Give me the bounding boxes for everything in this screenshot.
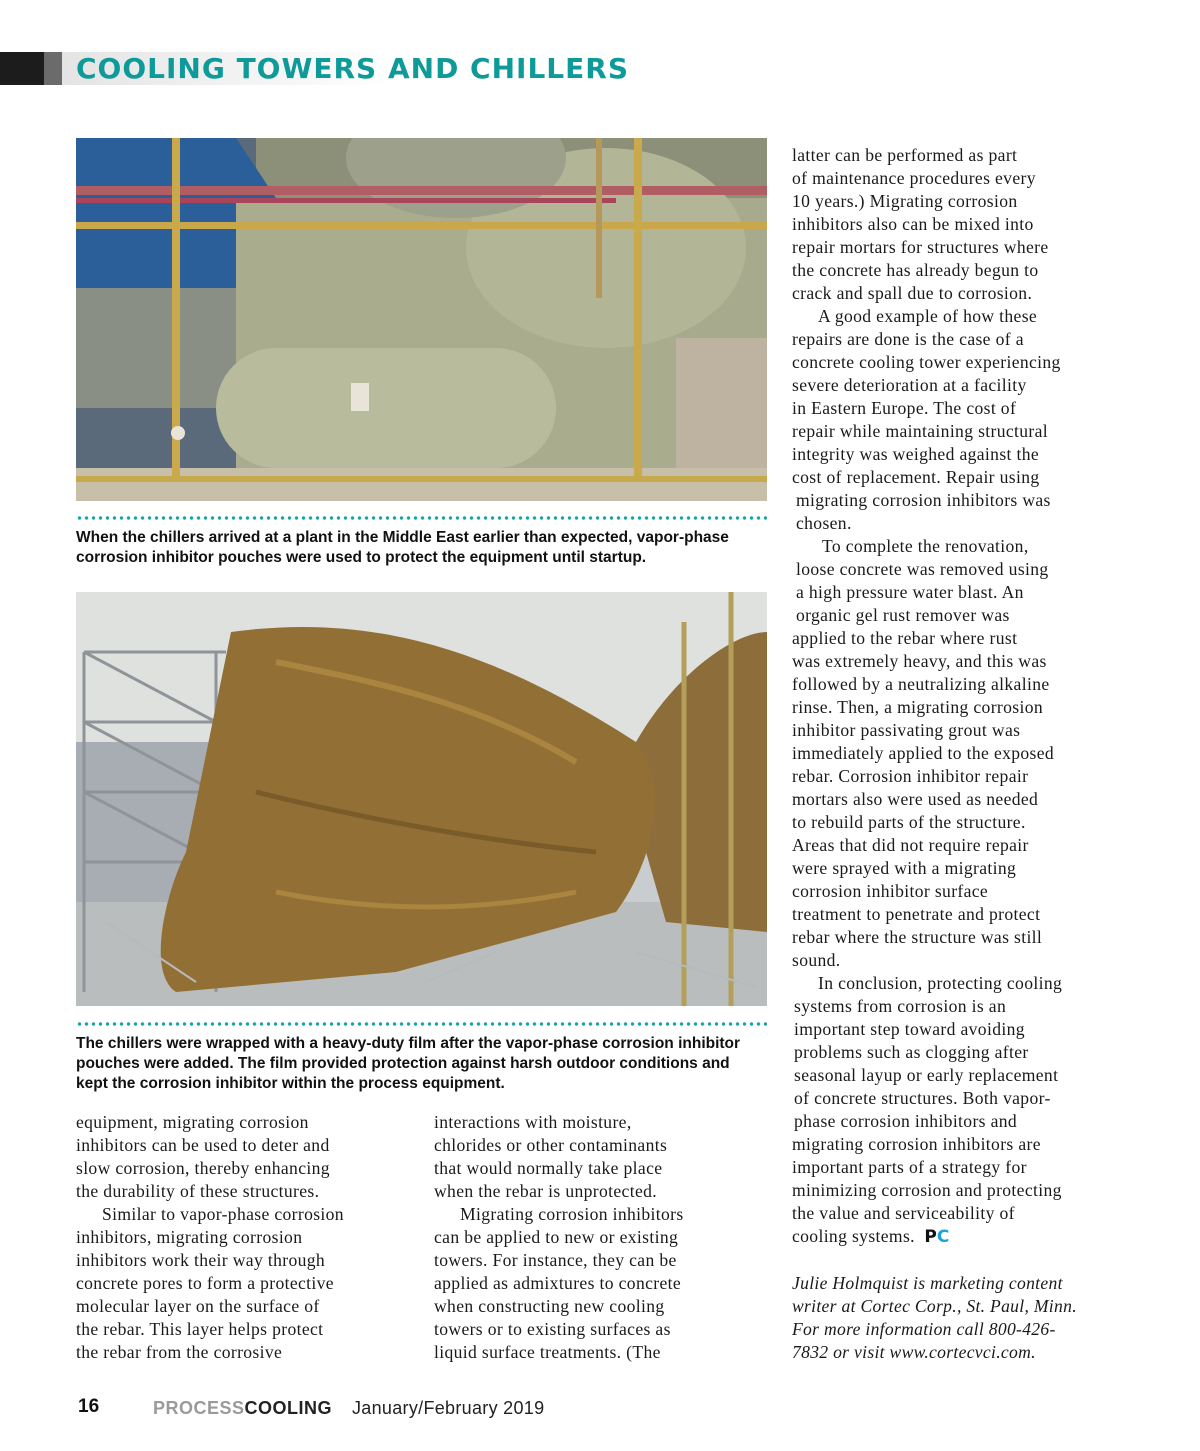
body-line: chlorides or other contaminants <box>434 1135 668 1155</box>
body-line: A good example of how these <box>818 306 1038 326</box>
caption-divider-2 <box>76 1022 767 1026</box>
body-line: loose concrete was removed using <box>796 559 1049 579</box>
body-line: immediately applied to the exposed <box>792 743 1055 763</box>
body-line: that would normally take place <box>434 1158 663 1178</box>
body-line: integrity was weighed against the <box>792 444 1040 464</box>
body-line: important parts of a strategy for <box>792 1157 1027 1177</box>
body-line: phase corrosion inhibitors and <box>794 1111 1018 1131</box>
body-line: cooling systems. <box>792 1226 915 1246</box>
body-line: mortars also were used as needed <box>792 789 1039 809</box>
body-line: in Eastern Europe. The cost of <box>792 398 1017 418</box>
body-line: towers or to existing surfaces as <box>434 1319 671 1339</box>
body-line: Areas that did not require repair <box>792 835 1029 855</box>
body-line: crack and spall due to corrosion. <box>792 283 1033 303</box>
body-line: treatment to penetrate and protect <box>792 904 1041 924</box>
body-column-left <box>76 1111 416 1364</box>
body-line: concrete cooling tower experiencing <box>792 352 1061 372</box>
body-line: inhibitors work their way through <box>76 1250 326 1270</box>
body-line: Migrating corrosion inhibitors <box>460 1204 684 1224</box>
body-line: repairs are done is the case of a <box>792 329 1024 349</box>
magazine-brand <box>153 1398 332 1419</box>
body-line: inhibitors, migrating corrosion <box>76 1227 303 1247</box>
body-line: the durability of these structures. <box>76 1181 320 1201</box>
body-line: latter can be performed as part <box>792 145 1018 165</box>
body-line: seasonal layup or early replacement <box>794 1065 1059 1085</box>
body-line: slow corrosion, thereby enhancing <box>76 1158 330 1178</box>
body-line: systems from corrosion is an <box>794 996 1007 1016</box>
body-line: the value and serviceability of <box>792 1203 1015 1223</box>
body-line: of concrete structures. Both vapor- <box>794 1088 1051 1108</box>
body-line: corrosion inhibitor surface <box>792 881 989 901</box>
photo-caption-1: When the chillers arrived at a plant in the Middle East earlier than expected, vapor-phase corrosion inhibitor pouches were used to protect the equipment until startup. <box>76 529 729 566</box>
body-line: were sprayed with a migrating <box>792 858 1017 878</box>
body-line: was extremely heavy, and this was <box>792 651 1047 671</box>
chiller-photo <box>76 138 767 501</box>
author-bio <box>792 1272 1132 1364</box>
bio-line: 7832 or visit www.cortecvci.com. <box>792 1342 1036 1362</box>
body-line: problems such as clogging after <box>794 1042 1029 1062</box>
photo-caption-2: The chillers were wrapped with a heavy-duty film after the vapor-phase corrosion inhibitor pouches were added. The film provided protection against harsh outdoor conditions and kept the corrosion inhibitor within the process equipment. <box>76 1035 741 1092</box>
end-mark <box>924 1227 949 1247</box>
body-line: inhibitors can be used to deter and <box>76 1135 330 1155</box>
body-line: inhibitor passivating grout was <box>792 720 1021 740</box>
end-mark-p: P <box>924 1227 937 1247</box>
body-line: liquid surface treatments. (The <box>434 1342 661 1362</box>
bio-line: Julie Holmquist is marketing content <box>792 1273 1063 1293</box>
body-column-middle <box>434 1111 774 1364</box>
header-bar-dark <box>0 52 44 85</box>
body-line: 10 years.) Migrating corrosion <box>792 191 1018 211</box>
body-line: the rebar. This layer helps protect <box>76 1319 324 1339</box>
body-line: to rebuild parts of the structure. <box>792 812 1026 832</box>
body-line: towers. For instance, they can be <box>434 1250 677 1270</box>
body-line: when constructing new cooling <box>434 1296 665 1316</box>
body-line: To complete the renovation, <box>822 536 1029 556</box>
caption-divider-1 <box>76 516 767 520</box>
body-line: interactions with moisture, <box>434 1112 632 1132</box>
body-line: when the rebar is unprotected. <box>434 1181 658 1201</box>
brand-part-1: PROCESS <box>153 1398 245 1418</box>
body-line: concrete pores to form a protective <box>76 1273 334 1293</box>
brand-part-2: COOLING <box>244 1398 333 1418</box>
body-line: applied as admixtures to concrete <box>434 1273 682 1293</box>
body-line: molecular layer on the surface of <box>76 1296 320 1316</box>
body-line: of maintenance procedures every <box>792 168 1036 188</box>
body-line: migrating corrosion inhibitors was <box>796 490 1051 510</box>
body-line: the rebar from the corrosive <box>76 1342 283 1362</box>
body-line: cost of replacement. Repair using <box>792 467 1040 487</box>
body-line: rinse. Then, a migrating corrosion <box>792 697 1043 717</box>
body-line: rebar. Corrosion inhibitor repair <box>792 766 1029 786</box>
body-line: sound. <box>792 950 841 970</box>
bio-line: For more information call 800-426- <box>792 1319 1056 1339</box>
body-line: rebar where the structure was still <box>792 927 1043 947</box>
wrapped-chiller-photo <box>76 592 767 1006</box>
body-line: repair mortars for structures where <box>792 237 1049 257</box>
body-line: the concrete has already begun to <box>792 260 1039 280</box>
body-line: In conclusion, protecting cooling <box>818 973 1063 993</box>
body-line: important step toward avoiding <box>794 1019 1025 1039</box>
body-line: minimizing corrosion and protecting <box>792 1180 1062 1200</box>
body-column-right <box>792 144 1132 1249</box>
body-line: chosen. <box>796 513 852 533</box>
issue-date: January/February 2019 <box>352 1398 545 1418</box>
header-bar-gray <box>44 52 62 85</box>
body-line: can be applied to new or existing <box>434 1227 679 1247</box>
body-line: repair while maintaining structural <box>792 421 1049 441</box>
body-line: applied to the rebar where rust <box>792 628 1018 648</box>
end-mark-c: C <box>936 1227 950 1247</box>
page-number: 16 <box>78 1396 100 1417</box>
body-line: equipment, migrating corrosion <box>76 1112 309 1132</box>
body-line: followed by a neutralizing alkaline <box>792 674 1050 694</box>
body-line: severe deterioration at a facility <box>792 375 1027 395</box>
body-line: inhibitors also can be mixed into <box>792 214 1034 234</box>
bio-line: writer at Cortec Corp., St. Paul, Minn. <box>792 1296 1077 1316</box>
body-line: migrating corrosion inhibitors are <box>792 1134 1041 1154</box>
body-line-final <box>792 1225 1132 1249</box>
section-title: COOLING TOWERS AND CHILLERS <box>76 52 629 85</box>
body-line: organic gel rust remover was <box>796 605 1010 625</box>
body-line: a high pressure water blast. An <box>796 582 1024 602</box>
body-line: Similar to vapor-phase corrosion <box>102 1204 344 1224</box>
